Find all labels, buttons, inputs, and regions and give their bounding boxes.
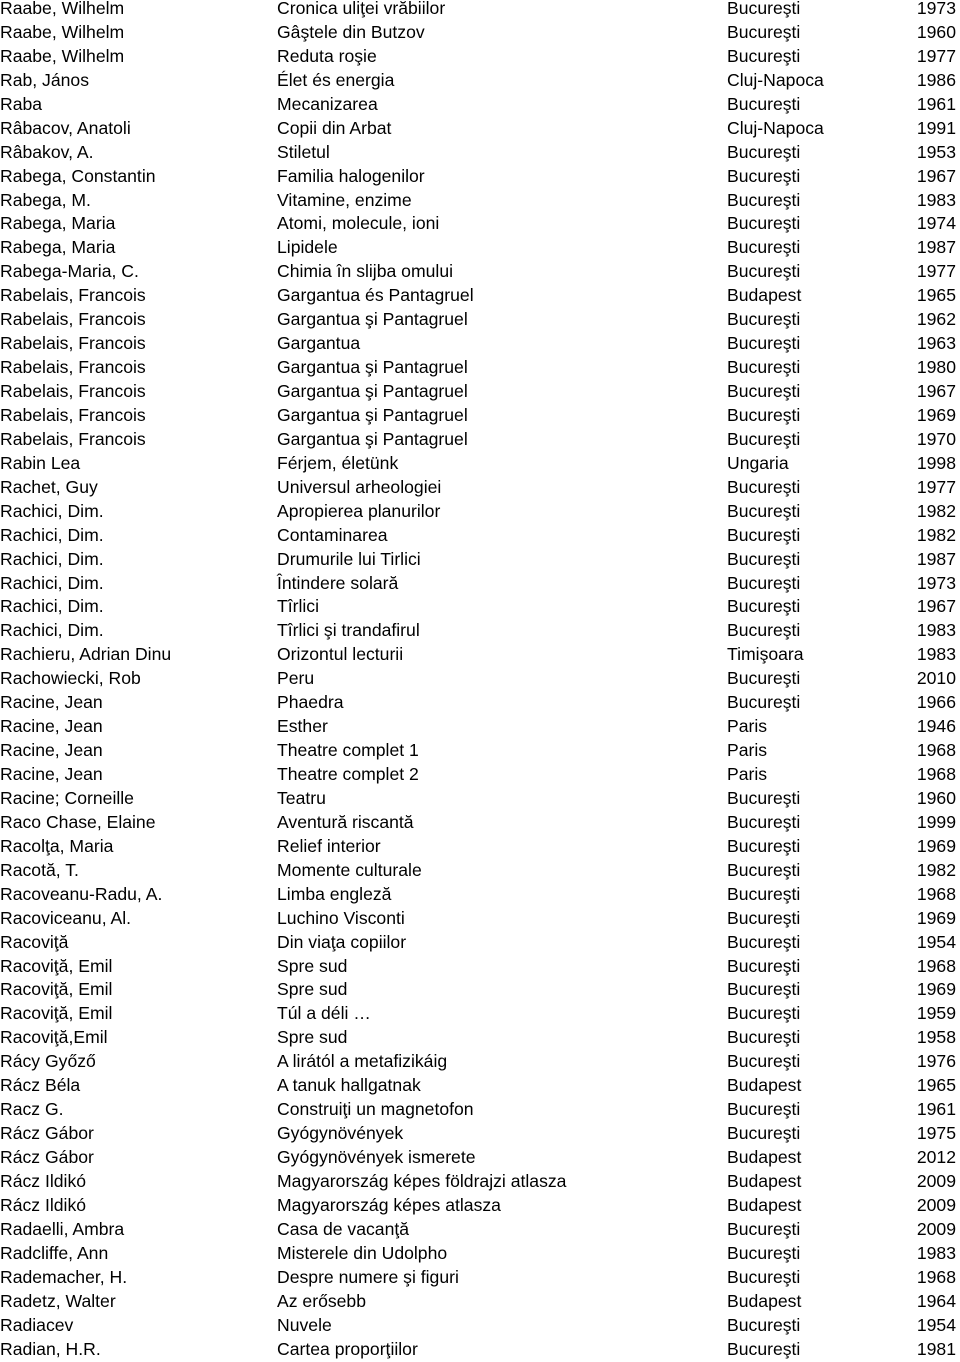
table-row: [0, 332, 960, 356]
city-cell: Bucureşti: [727, 835, 801, 856]
year-cell: 1983: [916, 1242, 956, 1263]
city-cell: Budapest: [727, 1170, 802, 1191]
city-cell: Paris: [727, 764, 768, 784]
table-row: [0, 835, 960, 859]
city-cell: Bucureşti: [727, 859, 801, 880]
year-cell: 1958: [916, 1027, 956, 1048]
table-row: [0, 1290, 960, 1314]
city-cell: Paris: [727, 716, 768, 737]
table-row: [0, 572, 960, 596]
table-row: [0, 380, 960, 404]
title-cell: Universul arheologiei: [277, 476, 442, 497]
author-cell: Racine, Jean: [0, 740, 103, 761]
table-row: [0, 117, 960, 141]
city-cell: Bucureşti: [727, 1338, 801, 1359]
table-row: [0, 595, 960, 619]
city-cell: Ungaria: [727, 452, 789, 473]
author-cell: Rácz Béla: [0, 1075, 81, 1096]
title-cell: Despre numere şi figuri: [277, 1266, 459, 1287]
author-cell: Raabe, Wilhelm: [0, 0, 125, 18]
table-row: [0, 691, 960, 715]
year-cell: 2010: [916, 668, 956, 689]
year-cell: 1954: [916, 1314, 956, 1335]
year-cell: 1969: [916, 907, 956, 928]
title-cell: Gargantua şi Pantagruel: [277, 357, 468, 378]
city-cell: Bucureşti: [727, 428, 801, 449]
title-cell: Gyógynövények: [277, 1123, 404, 1144]
title-cell: Momente culturale: [277, 859, 422, 880]
author-cell: Radian, H.R.: [0, 1338, 101, 1359]
author-cell: Raba: [0, 93, 43, 114]
title-cell: Limba engleză: [277, 883, 392, 904]
title-cell: Reduta roşie: [277, 45, 377, 66]
year-cell: 1961: [916, 1099, 956, 1120]
year-cell: 1983: [916, 644, 956, 665]
year-cell: 1977: [916, 45, 956, 66]
author-cell: Rachici, Dim.: [0, 548, 104, 569]
table-row: [0, 1170, 960, 1194]
table-row: [0, 284, 960, 308]
title-cell: Magyarország képes atlasza: [277, 1194, 501, 1215]
table-row: [0, 476, 960, 500]
author-cell: Radaelli, Ambra: [0, 1218, 125, 1239]
city-cell: Cluj-Napoca: [727, 69, 824, 90]
city-cell: Budapest: [727, 1147, 802, 1167]
year-cell: 1977: [916, 476, 956, 497]
title-cell: Gargantua şi Pantagruel: [277, 404, 468, 425]
city-cell: Bucureşti: [727, 213, 801, 234]
table-row: [0, 189, 960, 213]
author-cell: Racolţa, Maria: [0, 835, 114, 856]
year-cell: 1987: [916, 237, 956, 258]
year-cell: 1998: [916, 452, 956, 473]
city-cell: Bucureşti: [727, 883, 801, 904]
city-cell: Bucureşti: [727, 189, 801, 210]
title-cell: Phaedra: [277, 692, 344, 713]
table-row: [0, 1002, 960, 1026]
author-cell: Rácy Győző: [0, 1051, 96, 1072]
year-cell: 1964: [916, 1290, 956, 1311]
table-row: [0, 955, 960, 979]
city-cell: Bucureşti: [727, 381, 801, 401]
title-cell: Lipidele: [277, 237, 338, 258]
table-row: [0, 1218, 960, 1242]
title-cell: Gargantua és Pantagruel: [277, 285, 474, 306]
author-cell: Rachici, Dim.: [0, 500, 104, 521]
year-cell: 1959: [916, 1003, 956, 1024]
author-cell: Rabelais, Francois: [0, 333, 146, 354]
title-cell: Peru: [277, 668, 315, 689]
city-cell: Bucureşti: [727, 811, 801, 832]
city-cell: Bucureşti: [727, 333, 801, 354]
year-cell: 1982: [916, 859, 956, 880]
table-row: [0, 165, 960, 189]
city-cell: Bucureşti: [727, 476, 801, 497]
title-cell: Magyarország képes földrajzi atlasza: [277, 1170, 567, 1191]
author-cell: Rabega-Maria, C.: [0, 261, 139, 282]
author-cell: Rabin Lea: [0, 452, 81, 473]
table-row: [0, 811, 960, 835]
title-cell: Spre sud: [277, 1027, 348, 1048]
table-row: [0, 21, 960, 45]
title-cell: A tanuk hallgatnak: [277, 1075, 421, 1096]
year-cell: 2012: [916, 1147, 956, 1167]
year-cell: 1967: [916, 381, 956, 401]
year-cell: 1991: [916, 117, 956, 138]
city-cell: Bucureşti: [727, 1266, 801, 1287]
author-cell: Rabelais, Francois: [0, 357, 146, 378]
year-cell: 1960: [916, 21, 956, 42]
year-cell: 1965: [916, 285, 956, 306]
author-cell: Raabe, Wilhelm: [0, 45, 125, 66]
city-cell: Budapest: [727, 1194, 802, 1215]
year-cell: 1967: [916, 596, 956, 617]
year-cell: 1969: [916, 835, 956, 856]
author-cell: Râbakov, A.: [0, 141, 94, 162]
table-row: [0, 1242, 960, 1266]
table-row: [0, 739, 960, 763]
title-cell: Gargantua şi Pantagruel: [277, 381, 468, 401]
table-row: [0, 524, 960, 548]
author-cell: Rachet, Guy: [0, 476, 98, 497]
author-cell: Rab, János: [0, 69, 89, 90]
city-cell: Bucureşti: [727, 572, 801, 593]
year-cell: 1982: [916, 524, 956, 545]
title-cell: Misterele din Udolpho: [277, 1242, 448, 1263]
city-cell: Bucureşti: [727, 165, 801, 186]
title-cell: Mecanizarea: [277, 93, 378, 114]
table-row: [0, 931, 960, 955]
year-cell: 1983: [916, 620, 956, 641]
year-cell: 1987: [916, 548, 956, 569]
city-cell: Bucureşti: [727, 907, 801, 928]
city-cell: Bucureşti: [727, 1242, 801, 1263]
title-cell: Teatru: [277, 787, 326, 808]
author-cell: Rachowiecki, Rob: [0, 668, 141, 689]
city-cell: Bucureşti: [727, 309, 801, 330]
year-cell: 1977: [916, 261, 956, 282]
title-cell: Theatre complet 1: [277, 740, 419, 761]
year-cell: 1981: [916, 1338, 956, 1359]
year-cell: 1969: [916, 404, 956, 425]
year-cell: 1965: [916, 1075, 956, 1096]
table-row: [0, 907, 960, 931]
year-cell: 1975: [916, 1123, 956, 1144]
title-cell: Chimia în slijba omului: [277, 261, 454, 282]
author-cell: Raabe, Wilhelm: [0, 21, 125, 42]
title-cell: Contaminarea: [277, 524, 388, 545]
table-row: [0, 500, 960, 524]
city-cell: Budapest: [727, 285, 802, 306]
title-cell: Atomi, molecule, ioni: [277, 213, 440, 234]
year-cell: 2009: [916, 1218, 956, 1239]
city-cell: Timişoara: [727, 644, 804, 665]
year-cell: 1969: [916, 979, 956, 1000]
title-cell: Aventură riscantă: [277, 811, 414, 832]
table-row: [0, 1026, 960, 1050]
author-cell: Racine; Corneille: [0, 787, 134, 808]
title-cell: Stiletul: [277, 141, 330, 162]
table-row: [0, 1338, 960, 1362]
table-row: [0, 619, 960, 643]
table-row: [0, 978, 960, 1002]
author-cell: Rácz Gábor: [0, 1123, 94, 1144]
city-cell: Bucureşti: [727, 237, 801, 258]
table-row: [0, 141, 960, 165]
year-cell: 2009: [916, 1194, 956, 1215]
title-cell: Gâştele din Butzov: [277, 21, 425, 42]
year-cell: 1986: [916, 69, 956, 90]
year-cell: 1974: [916, 213, 956, 234]
author-cell: Rabega, Constantin: [0, 165, 156, 186]
title-cell: Tîrlici: [277, 596, 320, 617]
title-cell: Élet és energia: [277, 69, 395, 90]
year-cell: 1982: [916, 500, 956, 521]
city-cell: Bucureşti: [727, 931, 801, 952]
author-cell: Racoviţă, Emil: [0, 955, 113, 976]
title-cell: A lirától a metafizikáig: [277, 1051, 448, 1072]
year-cell: 1967: [916, 165, 956, 186]
author-cell: Rabega, Maria: [0, 213, 116, 234]
city-cell: Bucureşti: [727, 261, 801, 282]
city-cell: Bucureşti: [727, 404, 801, 425]
author-cell: Radetz, Walter: [0, 1290, 116, 1311]
author-cell: Rácz Ildikó: [0, 1170, 87, 1191]
title-cell: Orizontul lecturii: [277, 644, 404, 665]
city-cell: Bucureşti: [727, 524, 801, 545]
year-cell: 1973: [916, 0, 956, 18]
author-cell: Racine, Jean: [0, 716, 103, 737]
city-cell: Bucureşti: [727, 787, 801, 808]
city-cell: Bucureşti: [727, 141, 801, 162]
year-cell: 1999: [916, 811, 956, 832]
author-cell: Rachici, Dim.: [0, 620, 104, 641]
city-cell: Bucureşti: [727, 21, 801, 42]
title-cell: Férjem, életünk: [277, 452, 399, 473]
table-row: [0, 428, 960, 452]
table-row: [0, 715, 960, 739]
title-cell: Tîrlici şi trandafirul: [277, 620, 420, 641]
table-row: [0, 212, 960, 236]
title-cell: Construiţi un magnetofon: [277, 1099, 474, 1120]
city-cell: Bucureşti: [727, 692, 801, 713]
city-cell: Bucureşti: [727, 979, 801, 1000]
author-cell: Rachieru, Adrian Dinu: [0, 644, 172, 665]
city-cell: Budapest: [727, 1075, 802, 1096]
city-cell: Bucureşti: [727, 1051, 801, 1072]
author-cell: Racine, Jean: [0, 692, 103, 713]
city-cell: Bucureşti: [727, 0, 801, 18]
author-cell: Rabelais, Francois: [0, 285, 146, 306]
table-row: [0, 93, 960, 117]
year-cell: 1983: [916, 189, 956, 210]
title-cell: Apropierea planurilor: [277, 500, 441, 521]
table-row: [0, 1314, 960, 1338]
author-cell: Rachici, Dim.: [0, 572, 104, 593]
author-cell: Rabelais, Francois: [0, 309, 146, 330]
year-cell: 1960: [916, 787, 956, 808]
title-cell: Cronica uliţei vrăbiilor: [277, 0, 446, 18]
year-cell: 1966: [916, 692, 956, 713]
year-cell: 1968: [916, 740, 956, 761]
table-row: [0, 883, 960, 907]
table-row: [0, 548, 960, 572]
author-cell: Racoviţă, Emil: [0, 979, 113, 1000]
author-cell: Raco Chase, Elaine: [0, 811, 156, 832]
table-row: [0, 1098, 960, 1122]
author-cell: Rachici, Dim.: [0, 524, 104, 545]
year-cell: 1953: [916, 141, 956, 162]
table-row: [0, 1194, 960, 1218]
city-cell: Bucureşti: [727, 1314, 801, 1335]
city-cell: Bucureşti: [727, 1027, 801, 1048]
title-cell: Esther: [277, 716, 328, 737]
table-row: [0, 452, 960, 476]
table-row: [0, 643, 960, 667]
city-cell: Bucureşti: [727, 357, 801, 378]
table-row: [0, 1050, 960, 1074]
title-cell: Familia halogenilor: [277, 165, 425, 186]
year-cell: 1968: [916, 764, 956, 784]
author-cell: Racoviţă, Emil: [0, 1003, 113, 1024]
city-cell: Bucureşti: [727, 45, 801, 66]
author-cell: Rácz Ildikó: [0, 1194, 87, 1215]
table-row: [0, 859, 960, 883]
author-cell: Rabelais, Francois: [0, 404, 146, 425]
year-cell: 2009: [916, 1170, 956, 1191]
year-cell: 1963: [916, 333, 956, 354]
table-row: [0, 69, 960, 93]
title-cell: Gyógynövények ismerete: [277, 1147, 476, 1167]
author-cell: Radiacev: [0, 1314, 74, 1335]
title-cell: Nuvele: [277, 1314, 332, 1335]
city-cell: Bucureşti: [727, 955, 801, 976]
author-cell: Racz G.: [0, 1099, 64, 1120]
year-cell: 1954: [916, 931, 956, 952]
city-cell: Bucureşti: [727, 93, 801, 114]
title-cell: Gargantua: [277, 333, 361, 354]
city-cell: Budapest: [727, 1290, 802, 1311]
title-cell: Din viaţa copiilor: [277, 931, 407, 952]
year-cell: 1968: [916, 955, 956, 976]
title-cell: Spre sud: [277, 979, 348, 1000]
table-row: [0, 1122, 960, 1146]
year-cell: 1968: [916, 1266, 956, 1287]
table-row: [0, 667, 960, 691]
author-cell: Râbacov, Anatoli: [0, 117, 131, 138]
author-cell: Rabega, M.: [0, 189, 91, 210]
table-row: [0, 260, 960, 284]
table-row: [0, 45, 960, 69]
author-cell: Radcliffe, Ann: [0, 1242, 109, 1263]
title-cell: Întindere solară: [277, 572, 399, 593]
title-cell: Az erősebb: [277, 1290, 366, 1311]
title-cell: Theatre complet 2: [277, 764, 419, 784]
year-cell: 1980: [916, 357, 956, 378]
city-cell: Bucureşti: [727, 500, 801, 521]
year-cell: 1961: [916, 93, 956, 114]
year-cell: 1946: [916, 716, 956, 737]
table-row: [0, 1074, 960, 1098]
table-row: [0, 0, 960, 21]
title-cell: Casa de vacanţă: [277, 1218, 410, 1239]
table-row: [0, 236, 960, 260]
city-cell: Cluj-Napoca: [727, 117, 824, 138]
title-cell: Relief interior: [277, 835, 381, 856]
title-cell: Drumurile lui Tirlici: [277, 548, 421, 569]
year-cell: 1968: [916, 883, 956, 904]
city-cell: Bucureşti: [727, 1218, 801, 1239]
city-cell: Bucureşti: [727, 548, 801, 569]
table-row: [0, 404, 960, 428]
city-cell: Bucureşti: [727, 668, 801, 689]
title-cell: Luchino Visconti: [277, 907, 405, 928]
author-cell: Racoviceanu, Al.: [0, 907, 132, 928]
title-cell: Spre sud: [277, 955, 348, 976]
author-cell: Racine, Jean: [0, 764, 103, 784]
year-cell: 1970: [916, 428, 956, 449]
title-cell: Cartea proporţiilor: [277, 1338, 418, 1359]
city-cell: Bucureşti: [727, 620, 801, 641]
table-row: [0, 1146, 960, 1170]
city-cell: Paris: [727, 740, 768, 761]
author-cell: Racotă, T.: [0, 859, 79, 880]
author-cell: Rabelais, Francois: [0, 428, 146, 449]
author-cell: Racoviţă: [0, 931, 69, 952]
table-row: [0, 787, 960, 811]
year-cell: 1962: [916, 309, 956, 330]
table-row: [0, 1266, 960, 1290]
year-cell: 1973: [916, 572, 956, 593]
city-cell: Bucureşti: [727, 1099, 801, 1120]
city-cell: Bucureşti: [727, 1003, 801, 1024]
city-cell: Bucureşti: [727, 596, 801, 617]
author-cell: Racoveanu-Radu, A.: [0, 883, 163, 904]
author-cell: Rabega, Maria: [0, 237, 116, 258]
title-cell: Túl a déli …: [277, 1003, 371, 1024]
table-row: [0, 763, 960, 787]
table-row: [0, 308, 960, 332]
table-row: [0, 356, 960, 380]
city-cell: Bucureşti: [727, 1123, 801, 1144]
author-cell: Rabelais, Francois: [0, 381, 146, 401]
author-cell: Rademacher, H.: [0, 1266, 128, 1287]
title-cell: Copii din Arbat: [277, 117, 392, 138]
author-cell: Racoviţă,Emil: [0, 1027, 108, 1048]
title-cell: Vitamine, enzime: [277, 189, 412, 210]
title-cell: Gargantua şi Pantagruel: [277, 309, 468, 330]
year-cell: 1976: [916, 1051, 956, 1072]
title-cell: Gargantua şi Pantagruel: [277, 428, 468, 449]
author-cell: Rácz Gábor: [0, 1147, 94, 1167]
author-cell: Rachici, Dim.: [0, 596, 104, 617]
